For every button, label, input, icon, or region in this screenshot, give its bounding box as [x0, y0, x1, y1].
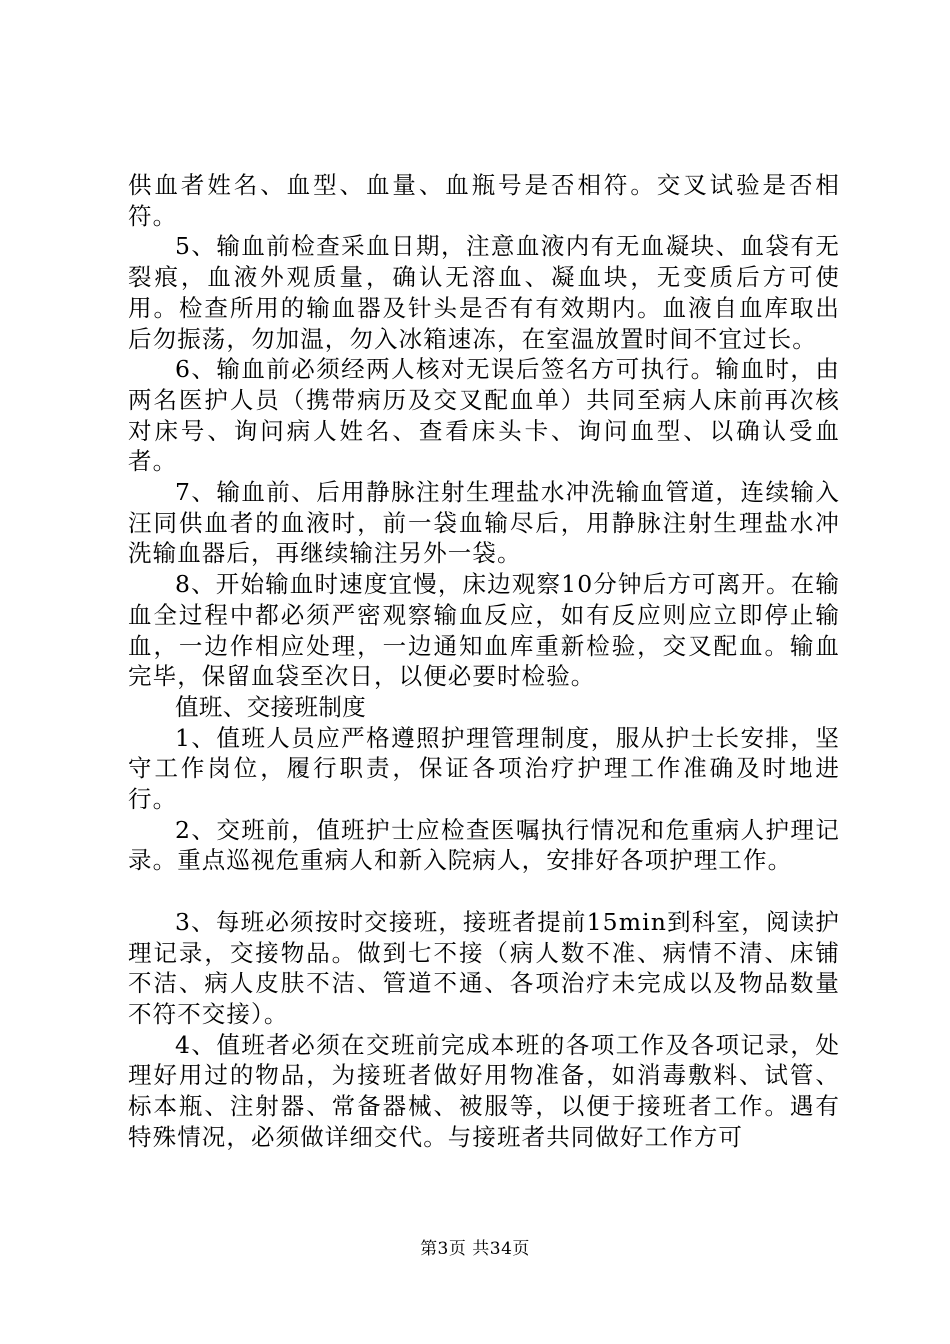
paragraph-shift-item-2: 2、交班前，值班护士应检查医嘱执行情况和危重病人护理记录。重点巡视危重病人和新入院病人，安排好各项护理工作。	[128, 815, 840, 875]
document-body	[128, 170, 840, 1152]
section-heading: 值班、交接班制度	[175, 692, 367, 721]
paragraph-item-5: 5、输血前检查采血日期，注意血液内有无血凝块、血袋有无裂痕，血液外观质量，确认无溶血、凝血块，无变质后方可使用。检查所用的输血器及针头是否有有效期内。血液自血库取出后勿振荡，勿加温，勿入冰箱速冻，在室温放置时间不宜过长。	[128, 232, 840, 353]
paragraph-shift-item-3: 3、每班必须按时交接班，接班者提前15min到科室，阅读护理记录，交接物品。做到七不接（病人数不准、病情不清、床铺不洁、病人皮肤不洁、管道不通、各项治疗未完成以及物品数量不符不交接）。	[128, 907, 840, 1028]
paragraph-item-8: 8、开始输血时速度宜慢，床边观察10分钟后方可离开。在输血全过程中都必须严密观察输血反应，如有反应则应立即停止输血，一边作相应处理，一边通知血库重新检验，交叉配血。输血完毕，保留血袋至次日，以便必要时检验。	[128, 570, 840, 691]
paragraph-item-6: 6、输血前必须经两人核对无误后签名方可执行。输血时，由两名医护人员（携带病历及交叉配血单）共同至病人床前再次核对床号、询问病人姓名、查看床头卡、询问血型、以确认受血者。	[128, 355, 840, 476]
paragraph-continuation: 供血者姓名、血型、血量、血瓶号是否相符。交叉试验是否相符。	[128, 171, 840, 230]
paragraph-shift-item-4: 4、值班者必须在交班前完成本班的各项工作及各项记录，处理好用过的物品，为接班者做好用物准备，如消毒敷料、试管、标本瓶、注射器、常备器械、被服等，以便于接班者工作。遇有特殊情况，必须做详细交代。与接班者共同做好工作方可	[128, 1030, 840, 1151]
paragraph-shift-item-1: 1、值班人员应严格遵照护理管理制度，服从护士长安排，坚守工作岗位，履行职责，保证各项治疗护理工作准确及时地进行。	[128, 723, 840, 814]
paragraph-item-7: 7、输血前、后用静脉注射生理盐水冲洗输血管道，连续输入汪同供血者的血液时，前一袋血输尽后，用静脉注射生理盐水冲洗输血器后，再继续输注另外一袋。	[128, 478, 840, 568]
page-number-footer: 第3页 共34页	[420, 1239, 530, 1259]
paragraph-gap	[128, 876, 840, 907]
